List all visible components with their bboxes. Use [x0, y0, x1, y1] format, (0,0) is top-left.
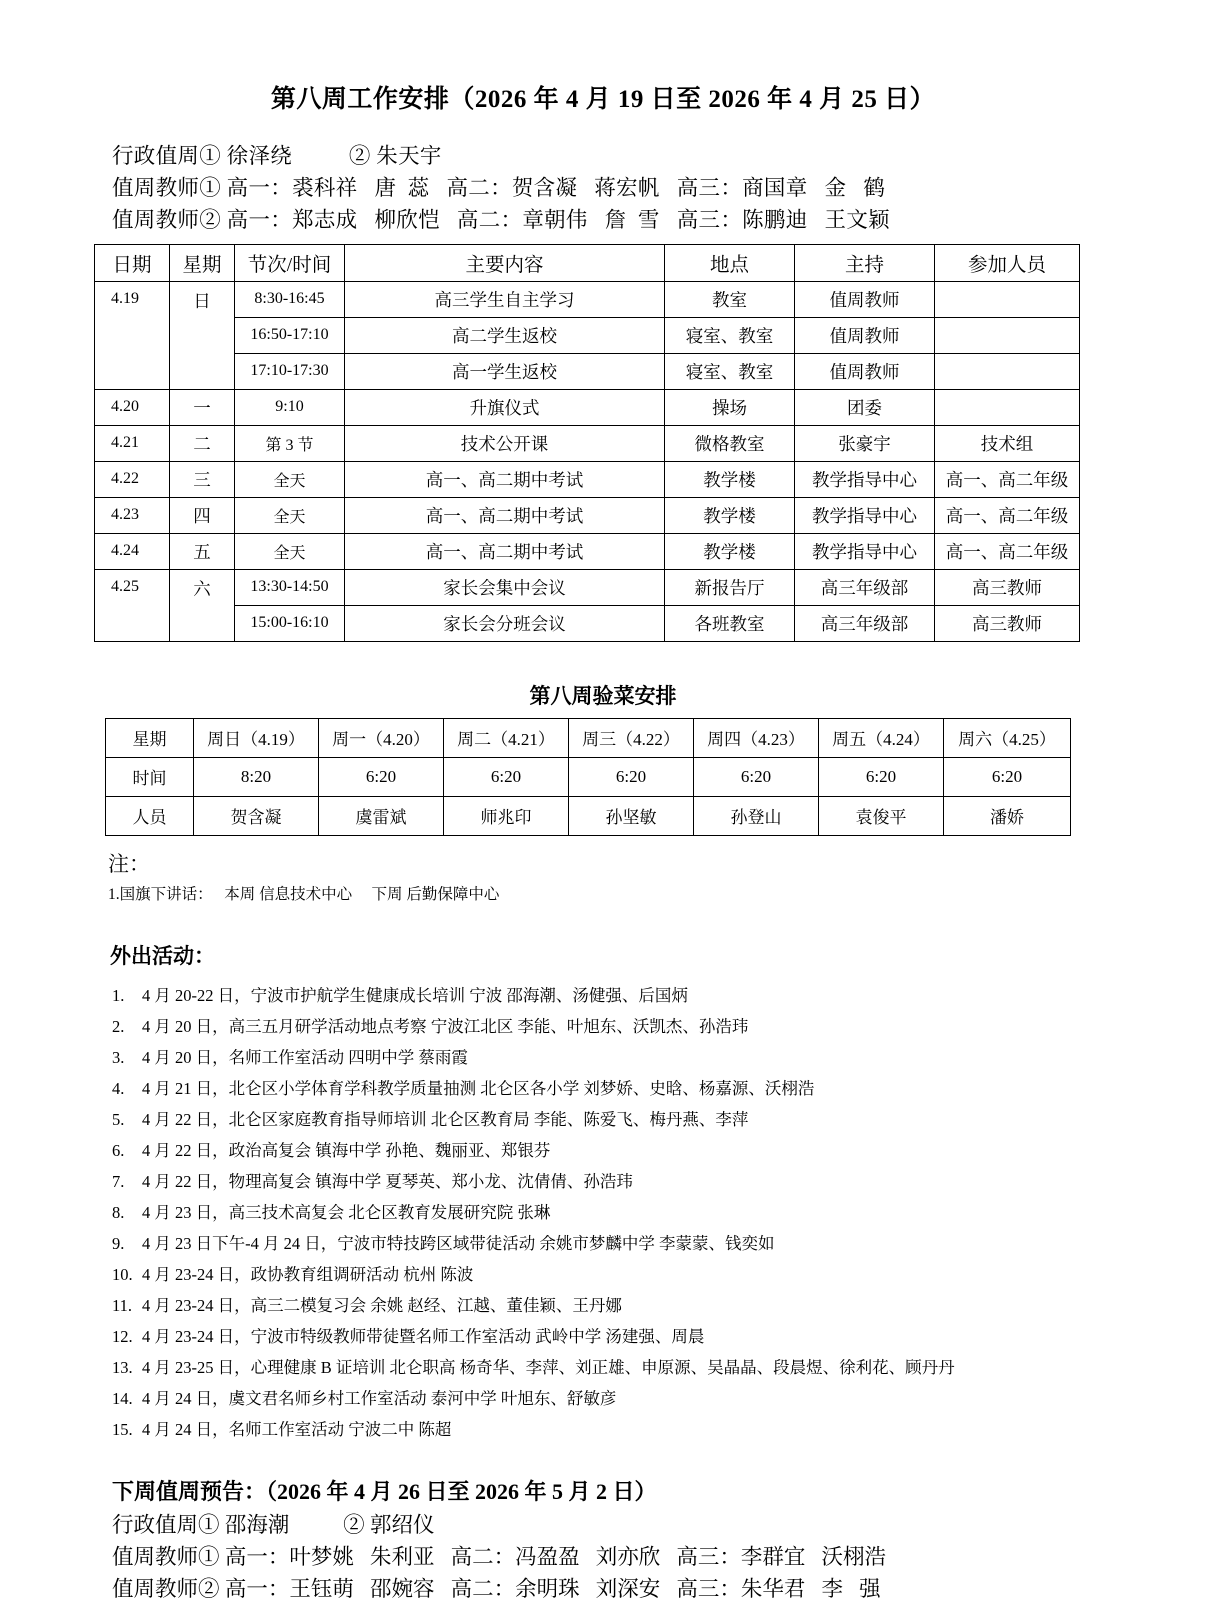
row-weekday [106, 718, 1071, 757]
cell-host: 教学指导中心 [795, 497, 935, 533]
duty-teacher-line-1: 值周教师① 高一：裘科祥 唐 蕊 高二：贺含凝 蒋宏帆 高三：商国章 金 鹤 [112, 175, 886, 200]
cell-place: 教室 [665, 281, 795, 317]
row-person [106, 796, 1071, 835]
list-item-number: 1. [112, 985, 125, 1005]
cell-place: 寝室、教室 [665, 317, 795, 353]
cell-date: 4.24 [95, 533, 170, 569]
list-item [112, 1011, 1206, 1042]
cell-days: 周四（4.23） [694, 718, 819, 757]
cell-host: 高三年级部 [795, 605, 935, 641]
note-item: 1.国旗下讲话： 本周 信息技术中心 下周 后勤保障中心 [108, 885, 500, 903]
cell-content: 高一学生返校 [345, 353, 665, 389]
cell-weekday: 日 [170, 281, 235, 389]
table-row [95, 317, 1080, 353]
list-item-text: 4 月 23 日，高三技术高复会 北仑区教育发展研究院 张琳 [142, 1202, 551, 1222]
cell-days: 周六（4.25） [944, 718, 1071, 757]
cell-participants: 高一、高二年级 [935, 461, 1080, 497]
cell-days: 周五（4.24） [819, 718, 944, 757]
cell-date: 4.25 [95, 569, 170, 641]
table-header-row [95, 244, 1080, 281]
cell-host: 张豪宇 [795, 425, 935, 461]
col-header-participants: 参加人员 [935, 244, 1080, 281]
next-week-admin-duty: 行政值周① 邵海潮 ② 郭绍仪 [112, 1512, 435, 1537]
cell-time: 9:10 [235, 389, 345, 425]
list-item [112, 1197, 1206, 1228]
col-header-place: 地点 [665, 244, 795, 281]
cell-host: 教学指导中心 [795, 461, 935, 497]
list-item-number: 4. [112, 1078, 125, 1098]
cell-content: 升旗仪式 [345, 389, 665, 425]
cell-place: 各班教室 [665, 605, 795, 641]
table-row [95, 281, 1080, 317]
row-label: 星期 [106, 718, 194, 757]
cell-host: 教学指导中心 [795, 533, 935, 569]
food-inspection-table [105, 718, 1071, 836]
list-item [112, 1166, 1206, 1197]
list-item [112, 1383, 1206, 1414]
list-item-number: 11. [112, 1295, 133, 1315]
cell-date: 4.22 [95, 461, 170, 497]
list-item-number: 3. [112, 1047, 125, 1067]
cell-participants [935, 317, 1080, 353]
cell-time: 全天 [235, 461, 345, 497]
cell-host: 值周教师 [795, 281, 935, 317]
list-item-text: 4 月 22 日，政治高复会 镇海中学 孙艳、魏丽亚、郑银芬 [142, 1140, 551, 1160]
cell-participants: 高一、高二年级 [935, 533, 1080, 569]
list-item [112, 1290, 1206, 1321]
table-row [95, 533, 1080, 569]
list-item [112, 1104, 1206, 1135]
list-item-text: 4 月 22 日，物理高复会 镇海中学 夏琴英、郑小龙、沈倩倩、孙浩玮 [142, 1171, 633, 1191]
col-header-host: 主持 [795, 244, 935, 281]
table-row [95, 461, 1080, 497]
cell-times: 6:20 [819, 757, 944, 796]
list-item [112, 1414, 1206, 1445]
list-item-number: 9. [112, 1233, 125, 1253]
cell-content: 技术公开课 [345, 425, 665, 461]
cell-place: 微格教室 [665, 425, 795, 461]
next-week-title: 下周值周预告：（2026 年 4 月 26 日至 2026 年 5 月 2 日） [112, 1478, 657, 1504]
list-item [112, 1135, 1206, 1166]
list-item-text: 4 月 23 日下午-4 月 24 日，宁波市特技跨区域带徒活动 余姚市梦麟中学 李蒙蒙、钱奕如 [142, 1233, 775, 1253]
cell-content: 家长会分班会议 [345, 605, 665, 641]
list-item-text: 4 月 23-25 日，心理健康 B 证培训 北仑职高 杨奇华、李萍、刘正雄、申原源、吴晶晶、段晨煜、徐利花、顾丹丹 [142, 1357, 955, 1377]
cell-people: 师兆印 [444, 796, 569, 835]
cell-participants [935, 353, 1080, 389]
list-item-number: 10. [112, 1264, 133, 1284]
next-week-duty-teacher-1: 值周教师① 高一：叶梦姚 朱利亚 高二：冯盈盈 刘亦欣 高三：李群宜 沃栩浩 [112, 1544, 887, 1569]
cell-participants: 高三教师 [935, 605, 1080, 641]
row-label: 人员 [106, 796, 194, 835]
cell-time: 16:50-17:10 [235, 317, 345, 353]
cell-time: 13:30-14:50 [235, 569, 345, 605]
list-item [112, 1042, 1206, 1073]
outings-list [0, 980, 1206, 1445]
page-title: 第八周工作安排（2026 年 4 月 19 日至 2026 年 4 月 25 日） [270, 86, 936, 113]
cell-days: 周日（4.19） [194, 718, 319, 757]
col-header-time: 节次/时间 [235, 244, 345, 281]
cell-times: 8:20 [194, 757, 319, 796]
cell-time: 8:30-16:45 [235, 281, 345, 317]
list-item [112, 1321, 1206, 1352]
cell-weekday: 五 [170, 533, 235, 569]
list-item-text: 4 月 24 日，名师工作室活动 宁波二中 陈超 [142, 1419, 452, 1439]
list-item-text: 4 月 23-24 日，宁波市特级教师带徒暨名师工作室活动 武岭中学 汤建强、周晨 [142, 1326, 705, 1346]
cell-content: 高三学生自主学习 [345, 281, 665, 317]
header-duty-block [112, 140, 1206, 236]
cell-time: 全天 [235, 533, 345, 569]
table-row [95, 389, 1080, 425]
col-header-content: 主要内容 [345, 244, 665, 281]
cell-date: 4.23 [95, 497, 170, 533]
cell-people: 潘娇 [944, 796, 1071, 835]
list-item [112, 1228, 1206, 1259]
list-item-text: 4 月 20 日，高三五月研学活动地点考察 宁波江北区 李能、叶旭东、沃凯杰、孙浩玮 [142, 1016, 749, 1036]
col-header-date: 日期 [95, 244, 170, 281]
table-row [95, 353, 1080, 389]
list-item-number: 12. [112, 1326, 133, 1346]
next-week-block [112, 1475, 1206, 1605]
cell-content: 高二学生返校 [345, 317, 665, 353]
list-item [112, 1073, 1206, 1104]
cell-participants: 高三教师 [935, 569, 1080, 605]
list-item-text: 4 月 21 日，北仑区小学体育学科教学质量抽测 北仑区各小学 刘梦娇、史晗、杨嘉源、沃栩浩 [142, 1078, 815, 1098]
list-item-number: 15. [112, 1419, 133, 1439]
cell-weekday: 一 [170, 389, 235, 425]
outings-heading: 外出活动： [110, 943, 215, 968]
food-check-title: 第八周验菜安排 [529, 683, 677, 708]
list-item [112, 1259, 1206, 1290]
cell-place: 操场 [665, 389, 795, 425]
list-item-number: 8. [112, 1202, 125, 1222]
cell-days: 周一（4.20） [319, 718, 444, 757]
cell-time: 17:10-17:30 [235, 353, 345, 389]
list-item-text: 4 月 24 日，虞文君名师乡村工作室活动 泰河中学 叶旭东、舒敏彦 [142, 1388, 617, 1408]
cell-host: 值周教师 [795, 317, 935, 353]
cell-date: 4.20 [95, 389, 170, 425]
table-row [95, 605, 1080, 641]
list-item-number: 2. [112, 1016, 125, 1036]
notes-label: 注： [108, 851, 150, 876]
cell-content: 高一、高二期中考试 [345, 461, 665, 497]
cell-people: 袁俊平 [819, 796, 944, 835]
cell-people: 虞雷斌 [319, 796, 444, 835]
cell-people: 孙登山 [694, 796, 819, 835]
row-time [106, 757, 1071, 796]
list-item-text: 4 月 20-22 日，宁波市护航学生健康成长培训 宁波 邵海潮、汤健强、后国炳 [142, 985, 688, 1005]
cell-times: 6:20 [694, 757, 819, 796]
cell-time: 全天 [235, 497, 345, 533]
list-item-number: 5. [112, 1109, 125, 1129]
list-item-number: 14. [112, 1388, 133, 1408]
cell-times: 6:20 [444, 757, 569, 796]
cell-participants [935, 389, 1080, 425]
cell-participants: 高一、高二年级 [935, 497, 1080, 533]
cell-times: 6:20 [944, 757, 1071, 796]
cell-content: 高一、高二期中考试 [345, 497, 665, 533]
col-header-weekday: 星期 [170, 244, 235, 281]
cell-date: 4.21 [95, 425, 170, 461]
list-item-number: 6. [112, 1140, 125, 1160]
table-row [95, 497, 1080, 533]
table-row [95, 425, 1080, 461]
cell-time: 第 3 节 [235, 425, 345, 461]
list-item-number: 7. [112, 1171, 125, 1191]
list-item-text: 4 月 23-24 日，高三二模复习会 余姚 赵经、江越、董佳颖、王丹娜 [142, 1295, 622, 1315]
cell-weekday: 六 [170, 569, 235, 641]
cell-content: 高一、高二期中考试 [345, 533, 665, 569]
list-item-text: 4 月 23-24 日，政协教育组调研活动 杭州 陈波 [142, 1264, 474, 1284]
cell-place: 教学楼 [665, 461, 795, 497]
cell-host: 高三年级部 [795, 569, 935, 605]
row-label: 时间 [106, 757, 194, 796]
cell-times: 6:20 [569, 757, 694, 796]
cell-host: 值周教师 [795, 353, 935, 389]
cell-time: 15:00-16:10 [235, 605, 345, 641]
list-item [112, 1352, 1206, 1383]
duty-teacher-line-2: 值周教师② 高一：郑志成 柳欣恺 高二：章朝伟 詹 雪 高三：陈鹏迪 王文颖 [112, 207, 890, 232]
cell-place: 教学楼 [665, 533, 795, 569]
cell-host: 团委 [795, 389, 935, 425]
list-item-text: 4 月 22 日，北仑区家庭教育指导师培训 北仑区教育局 李能、陈爱飞、梅丹燕、李萍 [142, 1109, 749, 1129]
cell-date: 4.19 [95, 281, 170, 389]
list-item-number: 13. [112, 1357, 133, 1377]
cell-weekday: 三 [170, 461, 235, 497]
list-item-text: 4 月 20 日，名师工作室活动 四明中学 蔡雨霞 [142, 1047, 468, 1067]
next-week-duty-teacher-2: 值周教师② 高一：王钰萌 邵婉容 高二：余明珠 刘深安 高三：朱华君 李 强 [112, 1576, 881, 1601]
cell-participants [935, 281, 1080, 317]
cell-days: 周二（4.21） [444, 718, 569, 757]
admin-duty-line: 行政值周① 徐泽绕 ② 朱天宇 [112, 143, 442, 168]
cell-people: 孙坚敏 [569, 796, 694, 835]
cell-days: 周三（4.22） [569, 718, 694, 757]
cell-place: 新报告厅 [665, 569, 795, 605]
weekly-schedule-table [94, 244, 1080, 642]
cell-participants: 技术组 [935, 425, 1080, 461]
cell-people: 贺含凝 [194, 796, 319, 835]
cell-times: 6:20 [319, 757, 444, 796]
list-item [112, 980, 1206, 1011]
cell-weekday: 二 [170, 425, 235, 461]
cell-place: 寝室、教室 [665, 353, 795, 389]
cell-weekday: 四 [170, 497, 235, 533]
table-row [95, 569, 1080, 605]
cell-place: 教学楼 [665, 497, 795, 533]
notes-list [0, 882, 1206, 904]
cell-content: 家长会集中会议 [345, 569, 665, 605]
